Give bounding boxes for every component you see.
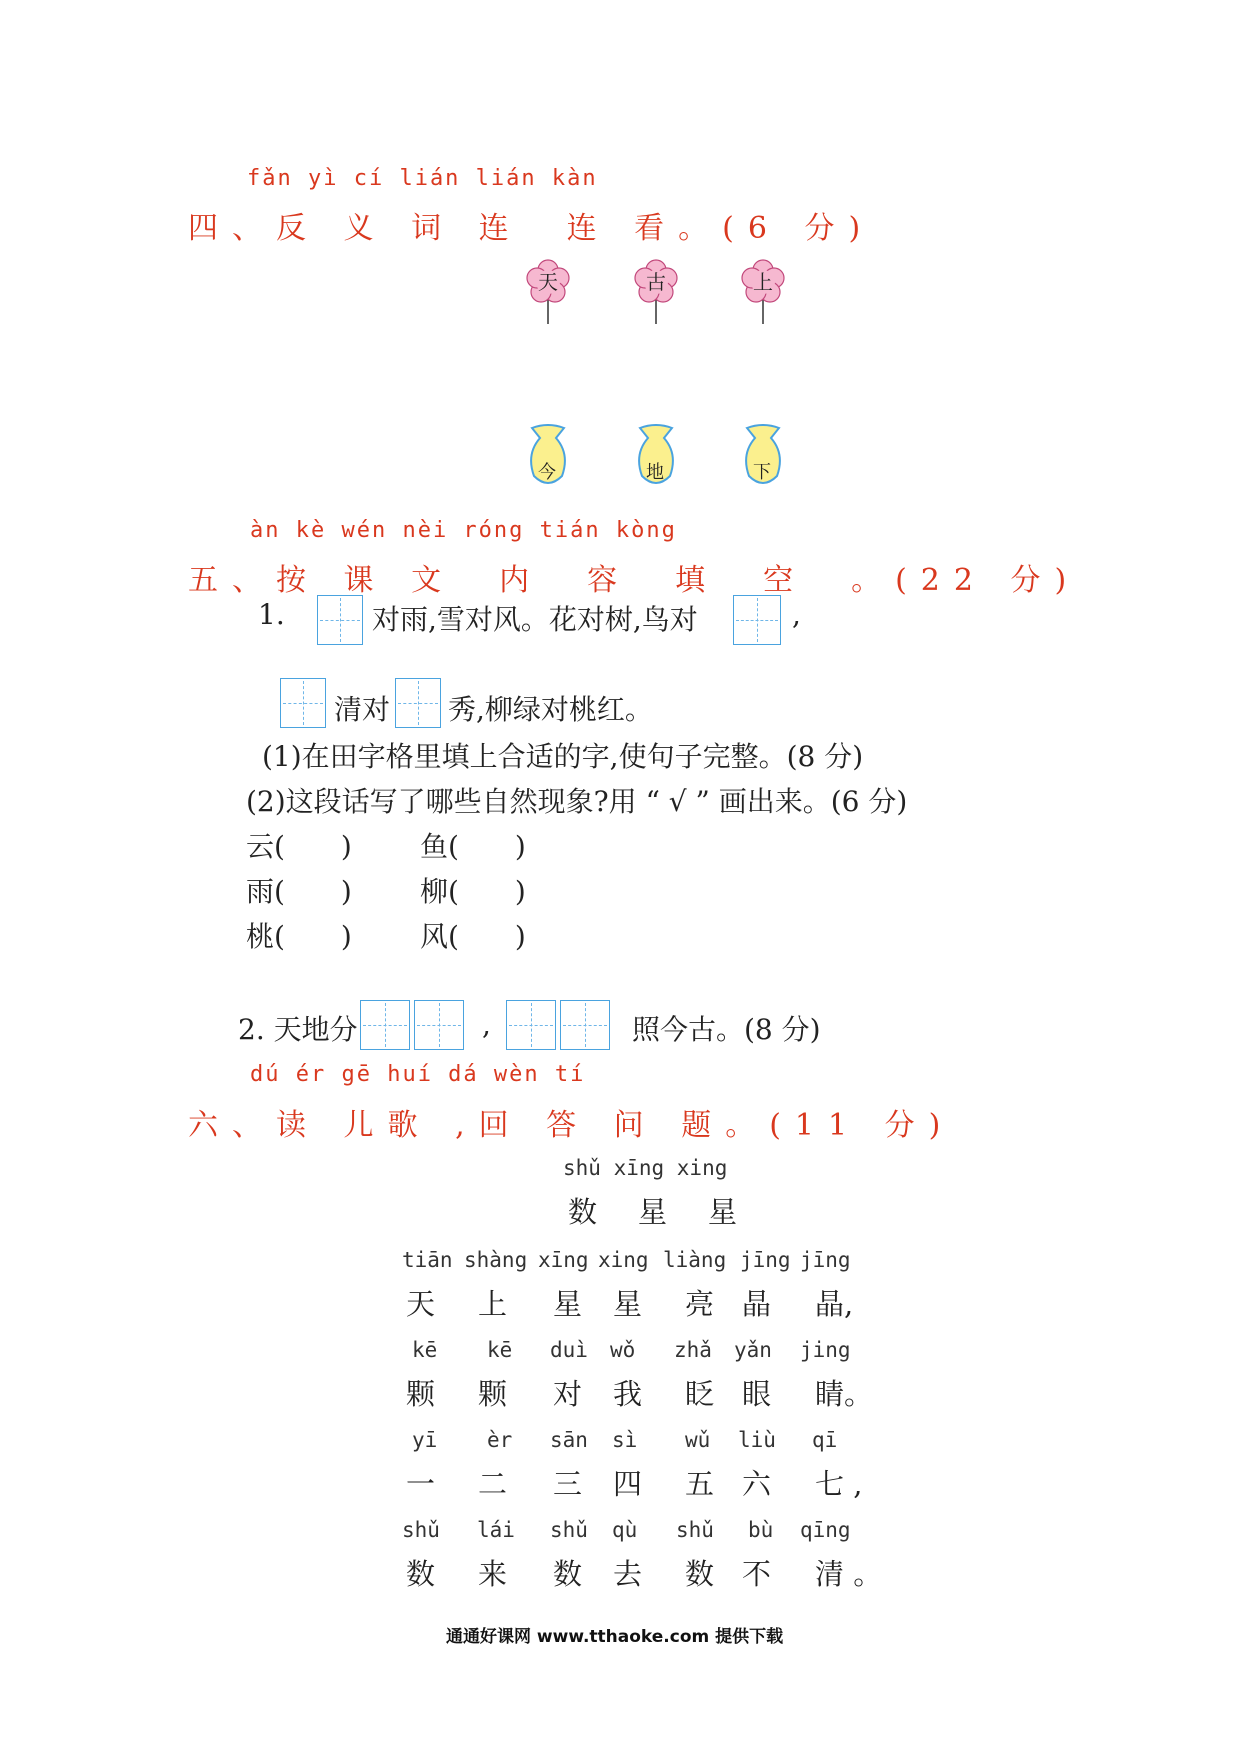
- option-rain[interactable]: 雨( ): [246, 875, 352, 908]
- vase-label-2: 地: [646, 462, 664, 483]
- option-wind[interactable]: 风( ): [420, 920, 526, 953]
- subquestion-2: (2)这段话写了哪些自然现象?用 “ √ ” 画出来。(6 分): [246, 785, 908, 818]
- char: 亮: [685, 1287, 715, 1321]
- char: 眼: [742, 1377, 772, 1411]
- char: 二: [478, 1467, 508, 1501]
- tianzige-box-5[interactable]: [360, 1000, 410, 1050]
- section4-pinyin: fǎn yì cí lián lián kàn: [247, 166, 598, 191]
- tianzige-box-4[interactable]: [395, 678, 441, 728]
- py: èr: [487, 1428, 513, 1452]
- char: 不: [742, 1557, 772, 1591]
- char: 三: [553, 1467, 583, 1501]
- vase-label-1: 今: [538, 462, 556, 483]
- option-fish[interactable]: 鱼( ): [420, 830, 526, 863]
- py: shǔ: [676, 1518, 714, 1542]
- char: 一: [406, 1467, 436, 1501]
- char: 数: [553, 1557, 583, 1591]
- py: jing: [800, 1338, 851, 1362]
- py: sān: [550, 1428, 588, 1452]
- char: 清 。: [815, 1557, 883, 1591]
- tianzige-box-1[interactable]: [317, 595, 363, 645]
- q2-suffix: 照今古。(8 分): [632, 1013, 821, 1046]
- char: 对: [553, 1377, 583, 1411]
- tianzige-box-8[interactable]: [560, 1000, 610, 1050]
- q2-comma: ,: [482, 1008, 491, 1041]
- tianzige-box-3[interactable]: [280, 678, 326, 728]
- q1-number: 1.: [258, 598, 285, 631]
- poem-title-pinyin: shǔ xīng xing: [563, 1156, 728, 1180]
- char: 我: [613, 1377, 643, 1411]
- q1-line2-a: 清对: [334, 693, 391, 726]
- py: tiān: [402, 1248, 453, 1272]
- subquestion-1: (1)在田字格里填上合适的字,使句子完整。(8 分): [262, 740, 864, 773]
- py: yǎn: [734, 1338, 772, 1362]
- char: 七 ,: [815, 1467, 863, 1501]
- char: 去: [613, 1557, 643, 1591]
- option-willow[interactable]: 柳( ): [420, 875, 526, 908]
- footer-download-note: 通通好课网 www.tthaoke.com 提供下载: [446, 1627, 784, 1647]
- py: wǔ: [685, 1428, 711, 1452]
- section5-heading: 五、按 课 文 内 容 填 空 。(22 分): [188, 563, 1081, 598]
- q1-line2-b: 秀,柳绿对桃红。: [448, 693, 653, 726]
- char: 数: [685, 1557, 715, 1591]
- option-peach[interactable]: 桃( ): [246, 920, 352, 953]
- section4-heading: 四、反 义 词 连 连 看。(6 分): [188, 211, 875, 246]
- char: 睛。: [815, 1377, 874, 1411]
- char: 数: [406, 1557, 436, 1591]
- q2-prefix: 2. 天地分: [238, 1013, 358, 1046]
- py: xing: [598, 1248, 649, 1272]
- char: 晶: [742, 1287, 772, 1321]
- section5-pinyin: àn kè wén nèi róng tián kòng: [250, 518, 677, 543]
- tianzige-box-7[interactable]: [506, 1000, 556, 1050]
- q1-line1-comma: ,: [792, 598, 801, 631]
- char: 五: [685, 1467, 715, 1501]
- char: 眨: [685, 1377, 715, 1411]
- char: 六: [742, 1467, 772, 1501]
- char: 四: [613, 1467, 643, 1501]
- py: qī: [812, 1428, 838, 1452]
- py: qù: [612, 1518, 638, 1542]
- section6-heading: 六、读 儿歌 ,回 答 问 题。(11 分): [188, 1108, 955, 1143]
- option-cloud[interactable]: 云( ): [246, 830, 352, 863]
- char: 颗: [406, 1377, 436, 1411]
- poem-title: 数 星 星: [568, 1195, 744, 1229]
- py: jīng: [740, 1248, 791, 1272]
- flower-label-1: 天: [538, 270, 558, 294]
- py: yī: [412, 1428, 438, 1452]
- char: 上: [478, 1287, 508, 1321]
- char: 颗: [478, 1377, 508, 1411]
- py: sì: [612, 1428, 638, 1452]
- section6-pinyin: dú ér gē huí dá wèn tí: [250, 1062, 586, 1087]
- q1-line1-text: 对雨,雪对风。花对树,鸟对: [372, 603, 698, 636]
- py: qīng: [800, 1518, 851, 1542]
- py: bù: [748, 1518, 774, 1542]
- py: duì: [550, 1338, 588, 1362]
- py: xīng: [538, 1248, 589, 1272]
- py: kē: [487, 1338, 513, 1362]
- py: wǒ: [610, 1338, 636, 1362]
- char: 天: [406, 1287, 436, 1321]
- tianzige-box-2[interactable]: [733, 595, 781, 645]
- py: jīng: [800, 1248, 851, 1272]
- flower-label-2: 古: [646, 270, 666, 294]
- char: 晶,: [815, 1287, 854, 1321]
- py: shǔ: [402, 1518, 440, 1542]
- tianzige-box-6[interactable]: [414, 1000, 464, 1050]
- vase-label-3: 下: [753, 462, 771, 483]
- py: lái: [477, 1518, 515, 1542]
- py: zhǎ: [674, 1338, 712, 1362]
- flower-label-3: 上: [753, 270, 773, 294]
- char: 星: [613, 1287, 643, 1321]
- char: 星: [553, 1287, 583, 1321]
- py: liàng: [663, 1248, 727, 1272]
- py: shàng: [464, 1248, 528, 1272]
- py: liù: [738, 1428, 776, 1452]
- py: kē: [412, 1338, 438, 1362]
- char: 来: [478, 1557, 508, 1591]
- py: shǔ: [550, 1518, 588, 1542]
